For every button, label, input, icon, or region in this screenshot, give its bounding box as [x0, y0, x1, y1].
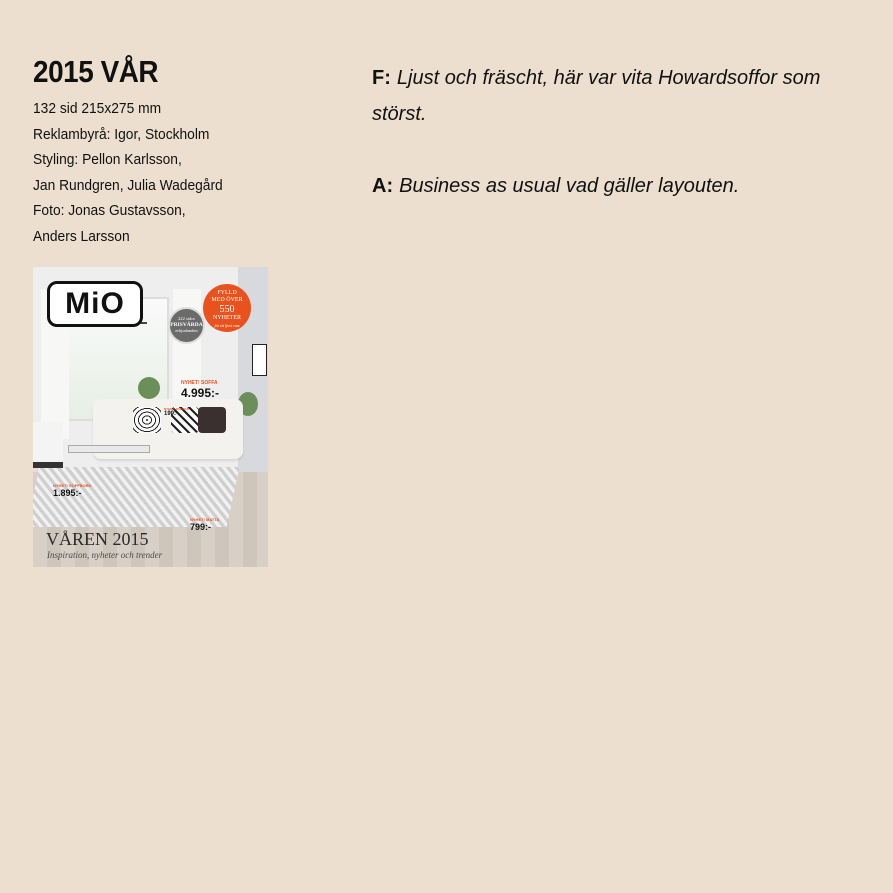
price-tag-price: 799:-	[190, 522, 212, 532]
price-tag-label: NYHET! KUDDAR	[164, 407, 189, 411]
photo-line-2: Anders Larsson	[33, 227, 130, 245]
prisvarda-badge	[168, 307, 205, 344]
comment-a-text: Business as usual vad gäller layouten.	[399, 175, 740, 197]
badge-line: 222 sidor	[178, 316, 195, 321]
edition-title: 2015 VÅR	[33, 54, 159, 89]
catalog-cover-image	[33, 267, 268, 567]
price-tag-price: 199:-	[164, 411, 179, 417]
comment-f-key: F:	[372, 67, 391, 89]
cover-picture-frame	[252, 344, 267, 376]
cover-subtitle: Inspiration, nyheter och trender	[47, 550, 163, 560]
price-tag-pillows	[164, 407, 189, 417]
cover-plant-1	[138, 377, 160, 399]
cover-title: VÅREN 2015	[46, 529, 149, 549]
cover-pillow-1	[133, 407, 161, 433]
mio-logo: MiO	[47, 281, 143, 327]
badge-line: PRISVÄRDA	[170, 322, 203, 328]
page-size-line: 132 sid 215x275 mm	[33, 100, 162, 117]
badge-line: FYLLD	[217, 290, 237, 296]
badge-line: erbjudanden	[175, 328, 198, 333]
price-tag-sofa	[181, 380, 219, 400]
comments	[372, 60, 852, 240]
nyheter-badge	[203, 284, 251, 332]
comment-f	[372, 60, 852, 132]
price-tag-label: NYHET! MATTA	[190, 517, 220, 522]
price-tag-price: 4.995:-	[181, 386, 220, 400]
comment-a-key: A:	[372, 175, 394, 197]
catalog-details	[33, 54, 333, 249]
agency-line: Reklambyrå: Igor, Stockholm	[33, 125, 210, 143]
price-tag-table	[53, 483, 91, 498]
cover-pillow-3	[198, 407, 226, 433]
price-tag-price: 1.895:-	[53, 488, 82, 498]
styling-line-2: Jan Rundgren, Julia Wadegård	[33, 176, 223, 194]
badge-line: MED ÖVER	[211, 297, 243, 303]
price-tag-rug	[190, 517, 219, 532]
photo-line-1: Foto: Jonas Gustavsson,	[33, 202, 186, 219]
comment-f-text: Ljust och fräscht, här var vita Howardsoffor som störst.	[372, 67, 821, 125]
styling-line-1: Styling: Pellon Karlsson,	[33, 151, 182, 168]
price-tag-label: NYHET! SOFFBORD	[53, 483, 92, 488]
badge-number: 550	[219, 304, 235, 315]
comment-a	[372, 168, 852, 204]
badge-line: NYHETER	[213, 315, 241, 321]
price-tag-label: NYHET! SOFFA	[181, 380, 218, 386]
cover-chair	[33, 422, 63, 468]
cover-coffee-table	[68, 445, 150, 453]
badge-line: för ett ljust rum	[214, 323, 240, 328]
